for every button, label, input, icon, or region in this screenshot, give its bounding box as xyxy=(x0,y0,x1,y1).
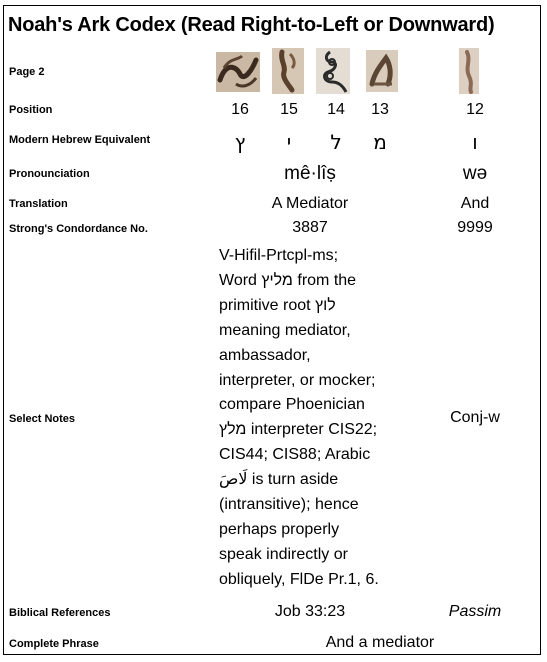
references-word1: Job 33:23 xyxy=(274,603,346,620)
label-hebrew: Modern Hebrew Equivalent xyxy=(9,134,151,146)
notes-line: perhaps properly xyxy=(219,520,340,538)
glyph-image-14 xyxy=(316,48,350,94)
notes-line: primitive root לוץ xyxy=(219,296,336,314)
glyph-image-16 xyxy=(216,48,260,94)
notes-word1 xyxy=(219,244,399,593)
pronunciation-word2: wə xyxy=(462,163,488,184)
notes-line: מלץ interpreter CIS22; xyxy=(219,421,378,439)
hebrew-letter-15: י xyxy=(286,130,292,154)
label-notes: Select Notes xyxy=(9,413,76,425)
glyph-image-12 xyxy=(459,48,479,94)
label-position: Position xyxy=(9,104,53,116)
label-translation: Translation xyxy=(9,198,68,210)
label-pronunciation: Pronounciation xyxy=(9,168,90,180)
hebrew-letter-14: ל xyxy=(330,130,342,154)
notes-line: speak indirectly or xyxy=(219,545,348,563)
references-word2: Passim xyxy=(448,603,502,620)
position-13: 13 xyxy=(371,101,389,118)
notes-line: Word מליץ from the xyxy=(219,271,357,289)
hebrew-letter-16: ץ xyxy=(234,130,246,154)
hebrew-letter-13: מ xyxy=(373,130,387,154)
notes-line: ambassador, xyxy=(219,346,311,364)
glyph-image-13 xyxy=(366,48,398,94)
position-14: 14 xyxy=(327,101,345,118)
notes-line: CIS44; CIS88; Arabic xyxy=(219,446,371,464)
notes-line: لَاصَ is turn aside xyxy=(219,471,339,489)
label-page: Page 2 xyxy=(9,66,45,78)
position-15: 15 xyxy=(280,101,298,118)
label-phrase: Complete Phrase xyxy=(9,638,99,650)
translation-word2: And xyxy=(460,195,490,212)
notes-line: V-Hifil-Prtcpl-ms; xyxy=(219,247,339,264)
strongs-word1: 3887 xyxy=(292,219,328,236)
strongs-word2: 9999 xyxy=(457,219,493,236)
notes-line: obliquely, FlDe Pr.1, 6. xyxy=(219,570,379,588)
page-title: Noah's Ark Codex (Read Right-to-Left or Downward) xyxy=(8,14,495,36)
position-16: 16 xyxy=(231,101,249,118)
notes-line: compare Phoenician xyxy=(219,396,365,414)
notes-line: meaning mediator, xyxy=(219,321,351,339)
notes-word2: Conj-w xyxy=(450,409,500,426)
pronunciation-word1: mê·lîṣ xyxy=(284,163,336,184)
notes-line: (intransitive); hence xyxy=(219,496,359,514)
notes-line: interpreter, or mocker; xyxy=(219,371,376,389)
glyph-image-15 xyxy=(272,48,304,94)
label-references: Biblical References xyxy=(9,607,111,619)
translation-word1: A Mediator xyxy=(271,195,349,212)
complete-phrase: And a mediator xyxy=(325,634,435,651)
position-12: 12 xyxy=(466,101,484,118)
hebrew-letter-12: ו xyxy=(472,130,478,154)
label-strongs: Strong's Condordance No. xyxy=(9,223,148,235)
